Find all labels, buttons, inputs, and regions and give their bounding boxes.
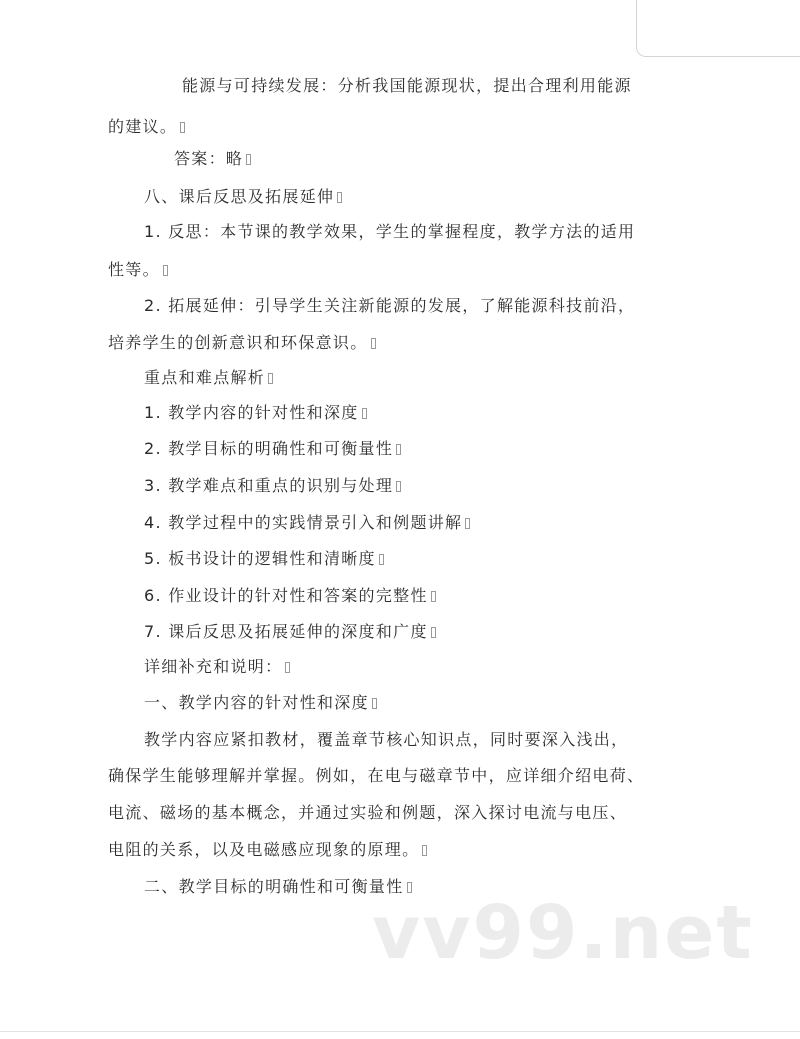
paragraph-mark-icon (285, 662, 290, 673)
watermark: vv99.net (372, 890, 754, 976)
paragraph-mark-icon (337, 192, 342, 203)
paragraph-mark-icon (379, 554, 384, 565)
list-item: 3. 教学难点和重点的识别与处理 (144, 475, 401, 497)
list-item: 7. 课后反思及拓展延伸的深度和广度 (144, 621, 436, 643)
section-heading: 八、课后反思及拓展延伸 (144, 186, 342, 208)
page-corner (636, 0, 800, 57)
list-item: 6. 作业设计的针对性和答案的完整性 (144, 585, 436, 607)
paragraph-mark-icon (246, 154, 251, 165)
page-bottom-edge (0, 1031, 800, 1032)
section-heading: 一、教学内容的针对性和深度 (144, 692, 377, 714)
list-item: 5. 板书设计的逻辑性和清晰度 (144, 548, 384, 570)
text-line: 能源与可持续发展：分析我国能源现状，提出合理利用能源 (182, 76, 632, 95)
text-line: 电阻的关系，以及电磁感应现象的原理。 (108, 839, 427, 861)
paragraph-mark-icon (465, 518, 470, 529)
paragraph-mark-icon (371, 338, 376, 349)
paragraph-mark-icon (422, 845, 427, 856)
list-item: 2. 教学目标的明确性和可衡量性 (144, 438, 401, 460)
paragraph-mark-icon (163, 265, 168, 276)
text-line: 确保学生能够理解并掌握。例如，在电与磁章节中，应详细介绍电荷、 (108, 766, 645, 785)
paragraph-mark-icon (396, 444, 401, 455)
list-item: 4. 教学过程中的实践情景引入和例题讲解 (144, 512, 470, 534)
paragraph-mark-icon (180, 122, 185, 133)
section-heading: 详细补充和说明： (144, 656, 290, 678)
paragraph-mark-icon (396, 481, 401, 492)
text-line: 2. 拓展延伸：引导学生关注新能源的发展，了解能源科技前沿， (144, 296, 636, 315)
text-line: 答案：略 (174, 148, 251, 170)
text-line: 电流、磁场的基本概念，并通过实验和例题，深入探讨电流与电压、 (108, 803, 628, 822)
text-line: 1. 反思：本节课的教学效果，学生的掌握程度，教学方法的适用 (144, 222, 636, 241)
section-heading: 重点和难点解析 (144, 367, 273, 389)
paragraph-mark-icon (431, 591, 436, 602)
paragraph-mark-icon (362, 408, 367, 419)
text-line: 性等。 (108, 259, 168, 281)
paragraph-mark-icon (268, 373, 273, 384)
text-line: 教学内容应紧扣教材，覆盖章节核心知识点，同时要深入浅出， (144, 730, 629, 749)
text-line: 的建议。 (108, 116, 185, 138)
text-line: 培养学生的创新意识和环保意识。 (108, 332, 376, 354)
paragraph-mark-icon (431, 627, 436, 638)
section-heading: 二、教学目标的明确性和可衡量性 (144, 876, 412, 898)
list-item: 1. 教学内容的针对性和深度 (144, 402, 367, 424)
paragraph-mark-icon (372, 698, 377, 709)
